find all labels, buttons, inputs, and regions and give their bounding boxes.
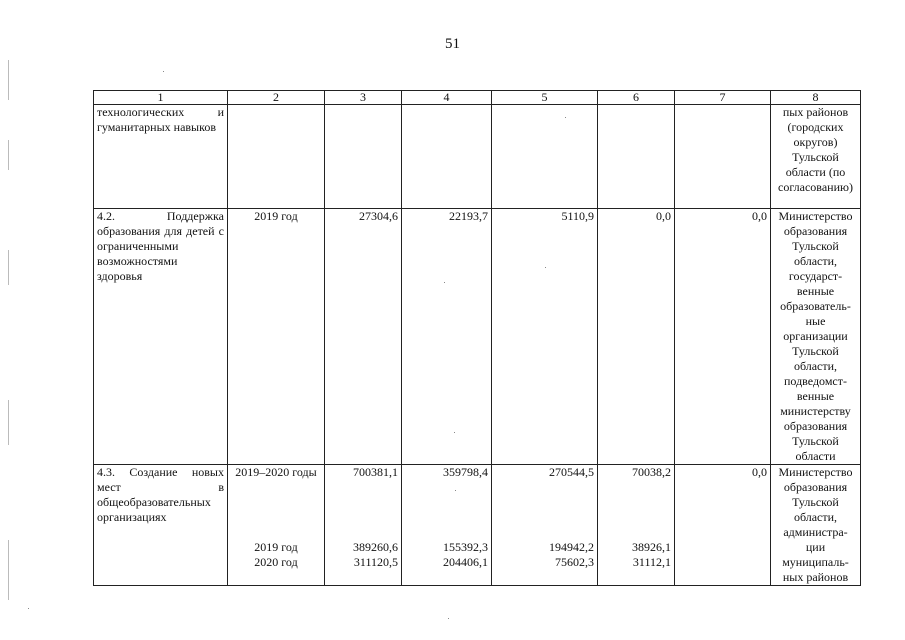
value-total: 359798,4 (443, 465, 488, 479)
header-cell: 6 (598, 91, 675, 105)
period-cell: 2019 год (228, 209, 325, 465)
value-total: 70038,2 (632, 465, 671, 479)
header-cell: 3 (325, 91, 402, 105)
value-cell (598, 465, 675, 586)
value-year: 204406,1 (443, 555, 488, 569)
executor-cell: Министерство образования Тульской области, государст- венные образователь- ные организации Тульской области, подведомст- венные министерству образования Тульской области (771, 209, 861, 465)
value-cell: 0,0 (675, 465, 771, 586)
value-cell (402, 105, 492, 209)
value-year: 311120,5 (353, 555, 398, 569)
value-cell (492, 105, 598, 209)
scan-speck (28, 608, 29, 609)
executor-cell: пых районов (городских округов) Тульской области (по согласованию) (771, 105, 861, 209)
value-total: 270544,5 (549, 465, 594, 479)
scan-speck (448, 618, 449, 619)
value-cell: 0,0 (598, 209, 675, 465)
measure-cell: технологических и гуманитарных навыков (94, 105, 228, 209)
value-cell: 27304,6 (325, 209, 402, 465)
value-year: 194942,2 (549, 540, 594, 554)
header-cell: 4 (402, 91, 492, 105)
value-cell: 22193,7 (402, 209, 492, 465)
value-year: 389260,6 (353, 540, 398, 554)
header-cell: 5 (492, 91, 598, 105)
value-total: 700381,1 (353, 465, 398, 479)
value-year: 38926,1 (632, 540, 671, 554)
value-cell (325, 105, 402, 209)
scan-margin-mark (8, 250, 9, 285)
measure-cell: 4.2. Поддержка образования для детей с ограниченными возможностями здоровья (94, 209, 228, 465)
period-cell (228, 105, 325, 209)
value-year: 31112,1 (632, 555, 671, 569)
value-year: 155392,3 (443, 540, 488, 554)
scan-margin-mark (8, 60, 9, 100)
value-year: 75602,3 (555, 555, 594, 569)
value-cell (675, 105, 771, 209)
value-cell (492, 465, 598, 586)
table-row (94, 209, 861, 465)
header-cell: 7 (675, 91, 771, 105)
table-header-row (94, 91, 861, 105)
header-cell: 2 (228, 91, 325, 105)
table-row (94, 465, 861, 586)
period-cell (228, 465, 325, 586)
period-year: 2020 год (254, 555, 298, 569)
table-row (94, 105, 861, 209)
page-number: 51 (445, 36, 460, 52)
period-total: 2019–2020 годы (235, 465, 317, 479)
period-year: 2019 год (254, 540, 298, 554)
scan-margin-mark (8, 540, 9, 600)
measure-cell: 4.3. Создание новых мест в общеобразовательных организациях (94, 465, 228, 586)
scan-margin-mark (8, 400, 9, 445)
executor-cell: Министерство образования Тульской области, администра- ции муниципаль- ных районов (771, 465, 861, 586)
header-cell: 1 (94, 91, 228, 105)
value-cell: 0,0 (675, 209, 771, 465)
value-cell (402, 465, 492, 586)
value-cell: 5110,9 (492, 209, 598, 465)
scan-margin-mark (8, 140, 9, 170)
budget-table (93, 90, 861, 586)
value-cell (325, 465, 402, 586)
value-cell (598, 105, 675, 209)
header-cell: 8 (771, 91, 861, 105)
scan-speck (163, 71, 164, 72)
